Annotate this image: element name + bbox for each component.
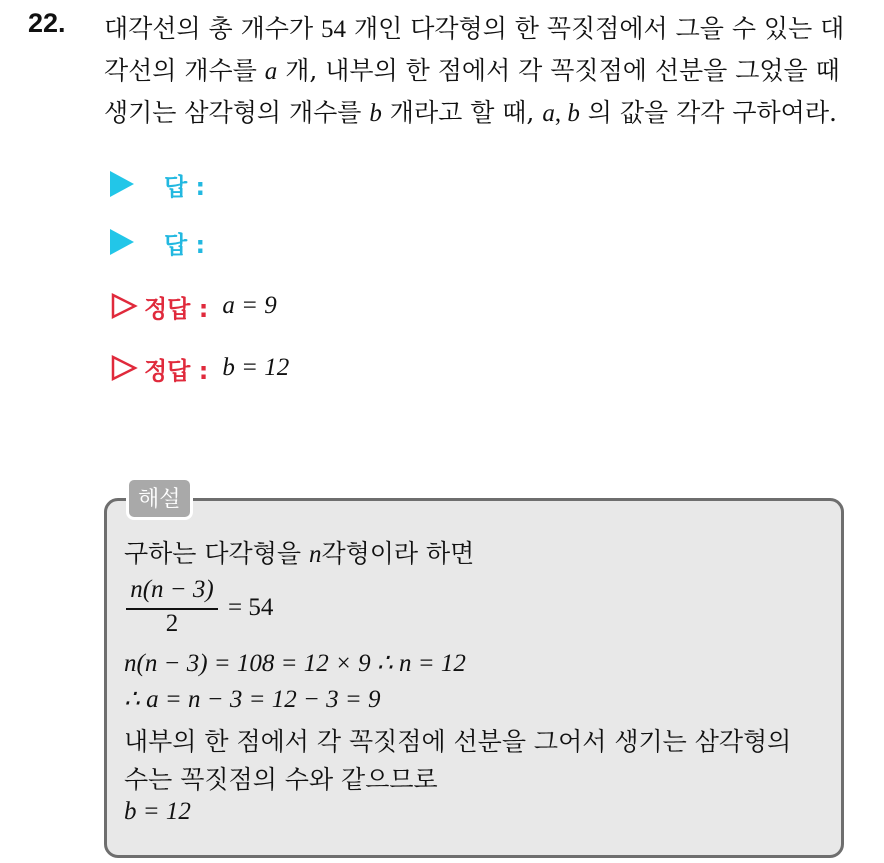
correct-answer-label-2: 정답 :	[144, 356, 209, 385]
variable-b-2: b	[567, 100, 580, 127]
answer-label-2: 답 :	[164, 230, 206, 259]
fraction-denominator: 2	[165, 610, 179, 637]
fraction-numerator: n(n − 3)	[130, 576, 214, 603]
answer-row-1	[110, 164, 205, 204]
question-text	[104, 8, 864, 134]
question-line-2	[104, 50, 864, 92]
correct-answer-row-1	[110, 286, 277, 326]
solution-line-3: n(n − 3) = 108 = 12 × 9 ∴ n = 12	[124, 650, 466, 677]
question-line3-a: 생기는 삼각형의 개수를	[104, 98, 370, 127]
outline-arrow-icon	[110, 292, 138, 320]
solution-line-7: b = 12	[124, 798, 191, 825]
answer-label-1: 답 :	[164, 172, 206, 201]
solution-line-1	[124, 534, 474, 570]
play-arrow-icon	[110, 171, 134, 197]
outline-arrow-icon	[110, 354, 138, 382]
correct-answer-value-1: a = 9	[222, 292, 277, 319]
comma: ,	[554, 100, 568, 127]
question-line3-b: 개라고 할 때,	[381, 98, 543, 127]
solution-line-4: ∴ a = n − 3 = 12 − 3 = 9	[124, 686, 381, 713]
question-number: 22.	[28, 8, 66, 38]
question-line3-c: 의 값을 각각 구하여라.	[579, 98, 837, 127]
solution-line1-b: 각형이라 하면	[321, 539, 475, 568]
solution-fraction	[124, 576, 220, 644]
correct-answer-value-2: b = 12	[222, 354, 290, 381]
fraction-rhs: = 54	[228, 594, 274, 621]
question-line-3	[104, 92, 864, 134]
solution-line1-a: 구하는 다각형을	[124, 539, 309, 568]
question-line1-a: 대각선의 총 개수가	[104, 14, 322, 43]
solution-line-5: 내부의 한 점에서 각 꼭짓점에 선분을 그어서 생기는 삼각형의	[124, 727, 792, 756]
correct-answer-label-1: 정답 :	[144, 294, 209, 323]
question-line-1	[104, 8, 864, 50]
variable-b: b	[369, 100, 382, 127]
correct-answer-row-2	[110, 348, 289, 388]
solution-line-6: 수는 꼭짓점의 수와 같으므로	[124, 765, 438, 794]
variable-a: a	[264, 58, 278, 85]
answer-row-2	[110, 222, 205, 262]
solution-tab: 해설	[126, 477, 193, 520]
play-arrow-icon	[110, 229, 134, 255]
variable-n: n	[308, 541, 322, 568]
variable-a-2: a	[542, 100, 555, 127]
question-line2-a: 각선의 개수를	[104, 56, 265, 85]
question-line1-num: 54	[321, 16, 347, 43]
question-line2-b: 개, 내부의 한 점에서 각 꼭짓점에 선분을 그었을 때	[277, 56, 840, 85]
question-line1-b: 개인 다각형의 한 꼭짓점에서 그을 수 있는 대	[346, 14, 845, 43]
